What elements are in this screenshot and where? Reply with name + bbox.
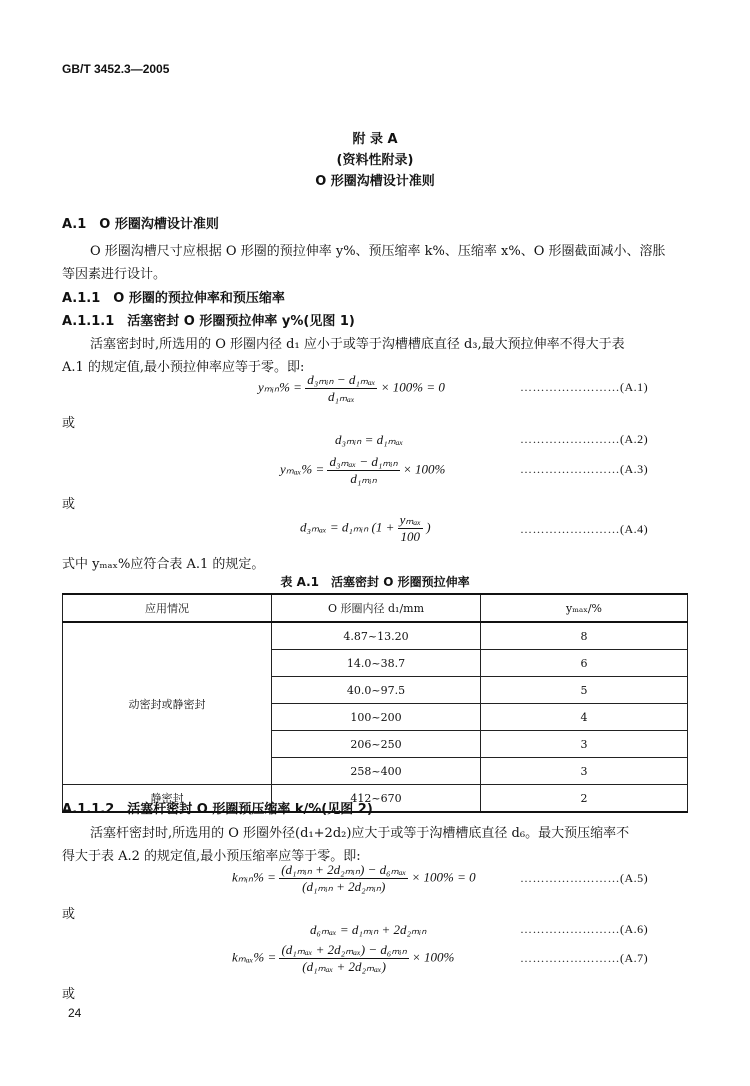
- or-text: 或: [62, 987, 76, 1002]
- annex-subtitle: (资料性附录): [336, 153, 414, 168]
- table-cell: 258~400: [272, 758, 481, 785]
- equation-label-a2: ……………………(A.2): [520, 432, 649, 446]
- equation-a3: yₘₐₓ% = $\frac{\text{d₃ₘₐₓ − d₁ₘᵢₙ}}{\text{d₁ₘᵢₙ}}$ × 100%: [280, 454, 446, 486]
- equation-a6: d₆ₘₐₓ = d₁ₘᵢₙ + 2d₂ₘᵢₙ: [310, 922, 427, 937]
- annex-title: 附 录 A: [352, 132, 398, 147]
- paragraph: 等因素进行设计。: [62, 267, 167, 282]
- equation-a1: yₘᵢₙ% = $\frac{\text{d₃ₘᵢₙ − d₁ₘₐₓ}}{\text{d₁ₘₐₓ}}$ × 100% = 0: [258, 372, 445, 404]
- paragraph: 活塞杆密封时,所选用的 O 形圈外径(d₁+2d₂)应大于或等于沟槽槽底直径 d₆。最大预压缩率不: [90, 826, 630, 841]
- or-text: 或: [62, 497, 76, 512]
- table-cell: 5: [481, 677, 688, 704]
- table-header-row: [63, 594, 688, 622]
- equation-label-a3: ……………………(A.3): [520, 462, 649, 476]
- standard-number: GB/T 3452.3—2005: [62, 62, 170, 76]
- paragraph: 活塞密封时,所选用的 O 形圈内径 d₁ 应小于或等于沟槽槽底直径 d₃,最大预拉伸率不得大于表: [90, 337, 625, 352]
- equation-label-a7: ……………………(A.7): [520, 951, 649, 965]
- table-cell: 4.87~13.20: [272, 622, 481, 650]
- annex-heading: O 形圈沟槽设计准则: [315, 174, 435, 189]
- column-header: 应用情况: [63, 594, 272, 622]
- where-note: 式中 yₘₐₓ%应符合表 A.1 的规定。: [62, 557, 265, 572]
- paragraph: O 形圈沟槽尺寸应根据 O 形圈的预拉伸率 y%、预压缩率 k%、压缩率 x%、O 形圈截面减小、溶胀: [90, 244, 666, 259]
- paragraph: 得大于表 A.2 的规定值,最小预压缩率应等于零。即:: [62, 849, 361, 864]
- equation-label-a5: ……………………(A.5): [520, 871, 649, 885]
- equation-label-a4: ……………………(A.4): [520, 522, 649, 536]
- table-cell: 4: [481, 704, 688, 731]
- table-row: [63, 622, 688, 650]
- equation-a2: d₃ₘᵢₙ = d₁ₘₐₓ: [335, 432, 404, 447]
- table-cell: 3: [481, 758, 688, 785]
- or-text: 或: [62, 907, 76, 922]
- data-table: [62, 593, 688, 813]
- equation-a5: kₘᵢₙ% = $\frac{\text{(d₁ₘᵢₙ + 2d₂ₘᵢₙ) − d₆ₘₐₓ}}{\text{(d₁ₘᵢₙ + 2d₂ₘᵢₙ)}}$ × 100% = 0: [232, 862, 476, 894]
- equation-a7: kₘₐₓ% = $\frac{\text{(d₁ₘₐₓ + 2d₂ₘₐₓ) − d₆ₘᵢₙ}}{\text{(d₁ₘₐₓ + 2d₂ₘₐₓ)}}$ × 100%: [232, 942, 455, 974]
- column-header: O 形圈内径 d₁/mm: [272, 594, 481, 622]
- equation-label-a1: ……………………(A.1): [520, 380, 649, 394]
- section-a1111-heading: A.1.1.1 活塞密封 O 形圈预拉伸率 y%(见图 1): [62, 314, 355, 329]
- column-header: yₘₐₓ/%: [481, 594, 688, 622]
- table-cell: 8: [481, 622, 688, 650]
- table-cell: 40.0~97.5: [272, 677, 481, 704]
- section-a1-heading: A.1 O 形圈沟槽设计准则: [62, 217, 219, 232]
- table-cell: 6: [481, 650, 688, 677]
- paragraph: A.1 的规定值,最小预拉伸率应等于零。即:: [62, 360, 305, 375]
- section-a111-heading: A.1.1 O 形圈的预拉伸率和预压缩率: [62, 291, 285, 306]
- table-group-cell: 静密封: [63, 785, 272, 813]
- table-cell: 14.0~38.7: [272, 650, 481, 677]
- page-number: 24: [68, 1006, 82, 1020]
- table-cell: 2: [481, 785, 688, 813]
- table-caption: 表 A.1 活塞密封 O 形圈预拉伸率: [280, 575, 470, 589]
- table-cell: 412~670: [272, 785, 481, 813]
- equation-label-a6: ……………………(A.6): [520, 922, 649, 936]
- equation-a4: d₃ₘₐₓ = d₁ₘᵢₙ (1 + $\frac{\text{yₘₐₓ}}{100}$ ): [300, 512, 431, 544]
- or-text: 或: [62, 416, 76, 431]
- table-group-cell: 动密封或静密封: [63, 622, 272, 785]
- section-a1112-heading: A.1.1.2 活塞杆密封 O 形圈预压缩率 k/%(见图 2): [62, 802, 373, 817]
- table-cell: 206~250: [272, 731, 481, 758]
- table-cell: 3: [481, 731, 688, 758]
- table-cell: 100~200: [272, 704, 481, 731]
